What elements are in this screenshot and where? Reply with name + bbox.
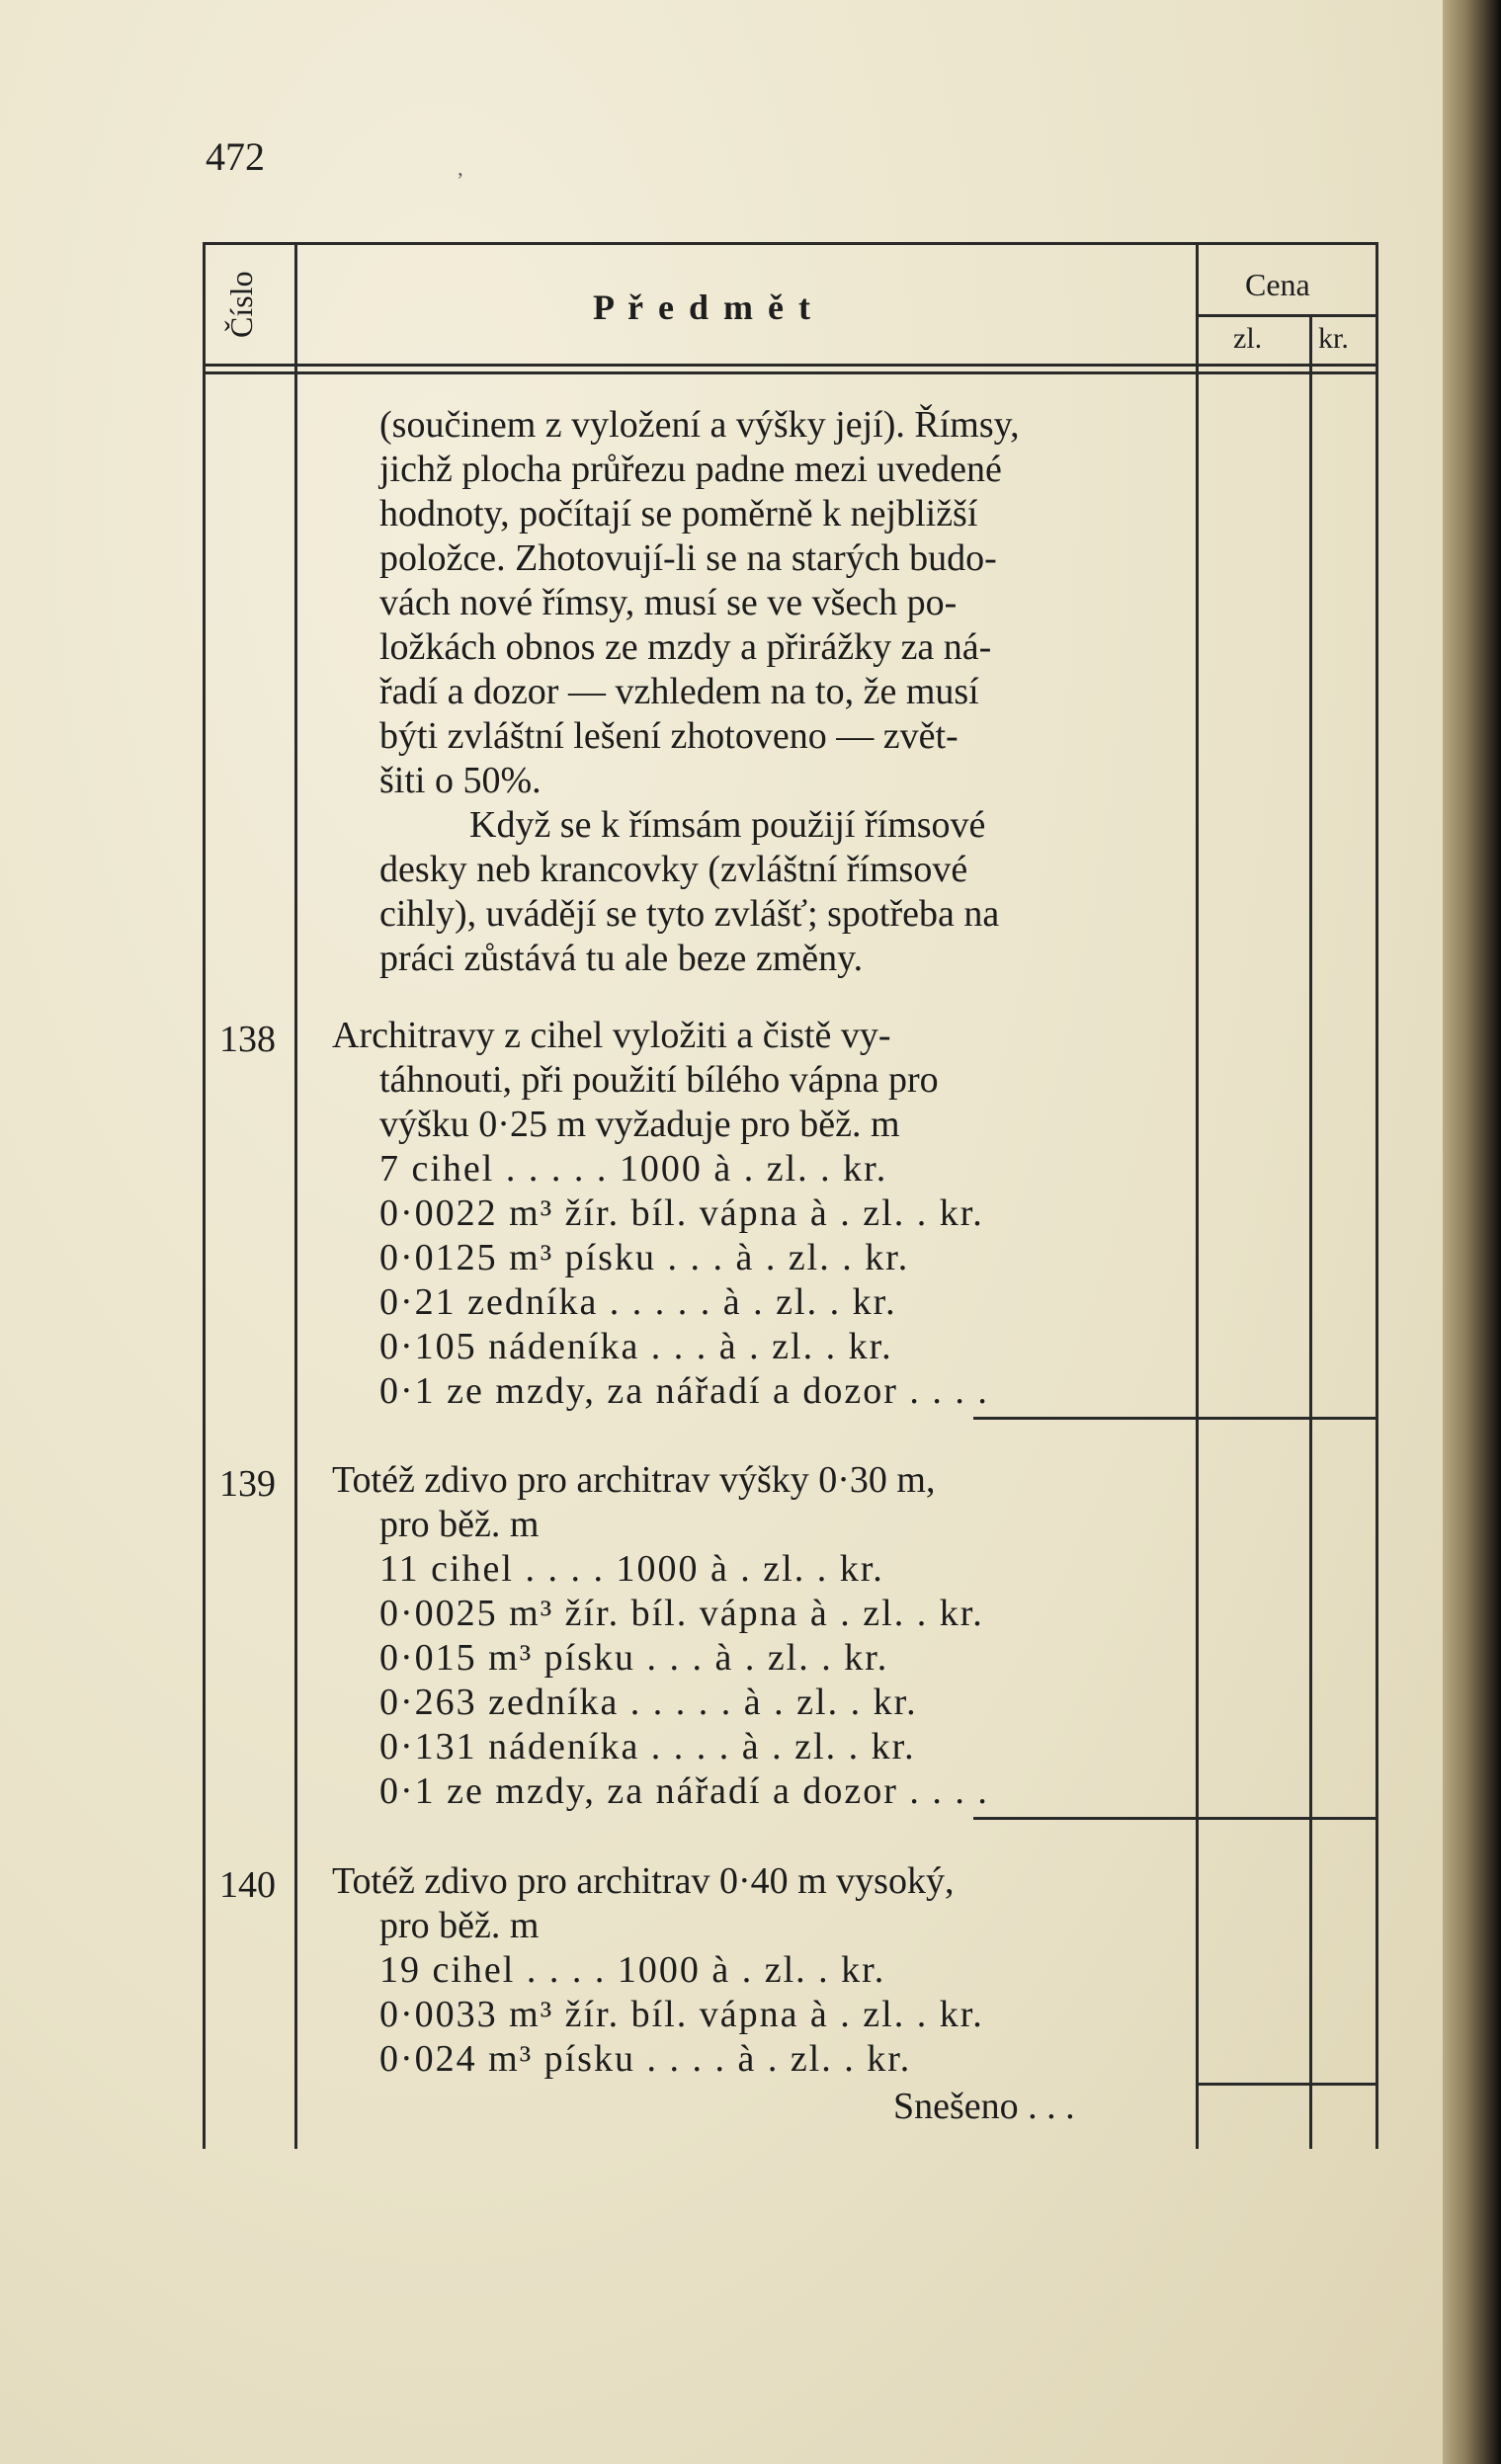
item-line: pro běž. m	[379, 1905, 540, 1946]
item-line: 0·0022 m³ žír. bíl. vápna à . zl. . kr.	[379, 1192, 984, 1234]
header-subject: P ř e d m ě t	[593, 287, 813, 327]
item-line: 0·21 zedníka . . . . . à . zl. . kr.	[379, 1281, 897, 1323]
item-line: Totéž zdivo pro architrav výšky 0·30 m,	[332, 1459, 936, 1501]
item-line: 0·024 m³ písku . . . . à . zl. . kr.	[379, 2038, 912, 2080]
price-sub-rule	[1196, 314, 1378, 317]
header-zl: zl.	[1233, 322, 1263, 355]
carried-forward-label: Snešeno . . .	[893, 2086, 1075, 2127]
intro-line: hodnoty, počítají se poměrně k nejbližší	[379, 493, 978, 534]
table-left-edge	[203, 242, 206, 2149]
item-line: 0·1 ze mzdy, za nářadí a dozor . . . .	[379, 1370, 989, 1412]
intro-line: (součinem z vyložení a výšky její). Římsy,	[379, 404, 1020, 446]
item-line: Totéž zdivo pro architrav 0·40 m vysoký,	[332, 1860, 955, 1902]
header-bottom-rule	[203, 364, 1378, 367]
item-line: 19 cihel . . . . 1000 à . zl. . kr.	[379, 1949, 886, 1991]
item-line: 11 cihel . . . . 1000 à . zl. . kr.	[379, 1548, 884, 1590]
item-line: 0·105 nádeníka . . . à . zl. . kr.	[379, 1326, 893, 1367]
carried-forward-rule	[1196, 2083, 1378, 2086]
table-right-edge	[1376, 242, 1378, 2149]
header-number: Číslo	[223, 271, 259, 338]
item-number: 140	[219, 1864, 276, 1906]
intro-line: vách nové římsy, musí se ve všech po-	[379, 582, 958, 623]
item-line: 0·131 nádeníka . . . . à . zl. . kr.	[379, 1726, 916, 1767]
item-line: 0·015 m³ písku . . . à . zl. . kr.	[379, 1637, 889, 1679]
ink-mark: ʼ	[457, 168, 464, 193]
item-line: táhnouti, při použití bílého vápna pro	[379, 1059, 939, 1101]
header-bottom-rule-2	[203, 371, 1378, 374]
item-line: 0·263 zedníka . . . . . à . zl. . kr.	[379, 1682, 918, 1723]
item-line: výšku 0·25 m vyžaduje pro běž. m	[379, 1104, 900, 1145]
item-line: 0·0025 m³ žír. bíl. vápna à . zl. . kr.	[379, 1593, 984, 1634]
item-line: Architravy z cihel vyložiti a čistě vy-	[332, 1015, 891, 1056]
table-top-rule	[203, 242, 1378, 245]
item-number: 139	[219, 1463, 276, 1505]
subtotal-rule	[973, 1817, 1378, 1820]
item-line: pro běž. m	[379, 1504, 540, 1545]
intro-line: ložkách obnos ze mzdy a přirážky za ná-	[379, 626, 992, 668]
book-gutter	[1443, 0, 1501, 2464]
intro-line: jichž plocha průřezu padne mezi uvedené	[379, 449, 1002, 490]
intro-line: položce. Zhotovují-li se na starých budo-	[379, 537, 997, 579]
item-line: 0·0033 m³ žír. bíl. vápna à . zl. . kr.	[379, 1994, 984, 2035]
zl-kr-col-rule	[1309, 314, 1312, 2149]
intro-line: býti zvláštní lešení zhotoveno — zvět-	[379, 715, 959, 757]
header-kr: kr.	[1318, 322, 1349, 355]
subtotal-rule	[973, 1417, 1378, 1420]
intro-line: práci zůstává tu ale beze změny.	[379, 938, 864, 979]
item-line: 0·1 ze mzdy, za nářadí a dozor . . . .	[379, 1770, 989, 1812]
number-col-rule	[294, 242, 297, 2149]
item-line: 7 cihel . . . . . 1000 à . zl. . kr.	[379, 1148, 888, 1190]
item-line: 0·0125 m³ písku . . . à . zl. . kr.	[379, 1237, 910, 1278]
item-number: 138	[219, 1019, 276, 1060]
page-number: 472	[206, 134, 265, 179]
intro-line: Když se k římsám použijí římsové	[469, 804, 986, 846]
intro-line: desky neb krancovky (zvláštní římsové	[379, 849, 968, 890]
subject-col-rule	[1196, 242, 1199, 2149]
intro-line: cihly), uvádějí se tyto zvlášť; spotřeba na	[379, 893, 1000, 935]
intro-line: řadí a dozor — vzhledem na to, že musí	[379, 671, 979, 712]
header-price: Cena	[1245, 267, 1310, 302]
intro-line: šiti o 50%.	[379, 760, 542, 801]
